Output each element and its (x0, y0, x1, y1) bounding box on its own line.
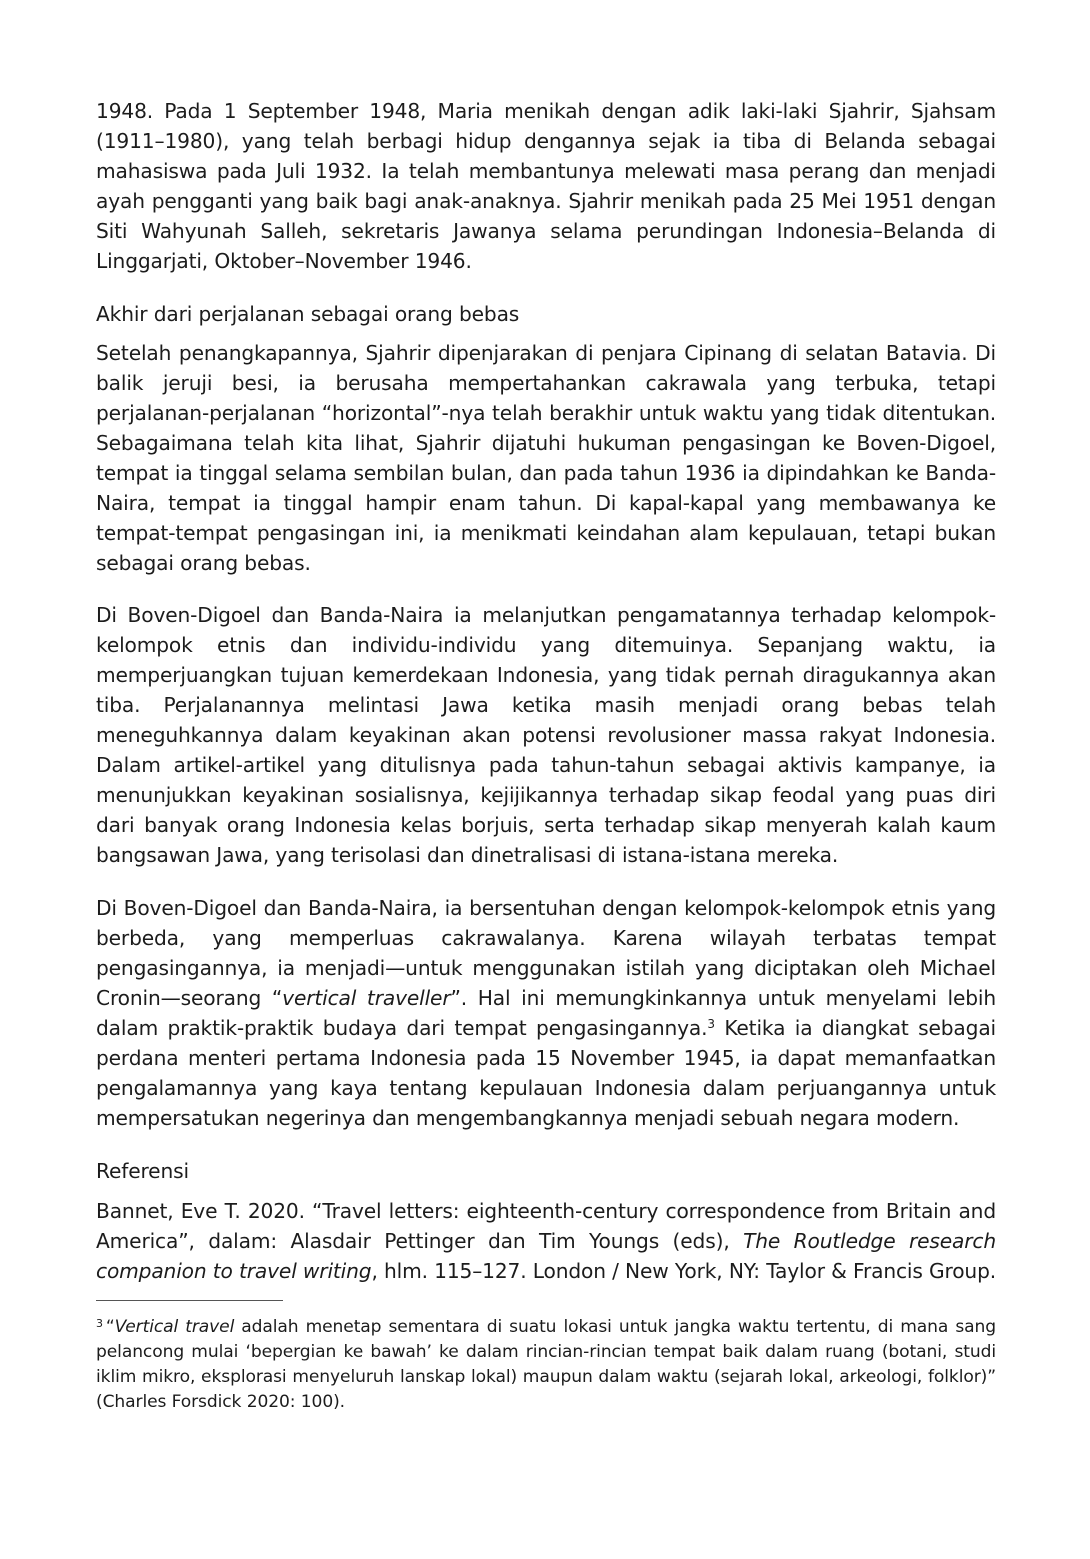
footnote-italic-term: Vertical travel (114, 1317, 235, 1337)
paragraph-marriages: 1948. Pada 1 September 1948, Maria menikah dengan adik laki-laki Sjahrir, Sjahsam (1911–1980), yang telah berbagi hidup dengannya sejak ia tiba di Belanda sebagai mahasiswa pada Juli 1932. Ia telah membantunya melewati masa perang dan menjadi ayah pengganti yang baik bagi anak-anaknya. Sjahrir menikah pada 25 Mei 1951 dengan Siti Wahyunah Salleh, sekretaris Jawanya selama perundingan Indonesia–Belanda di Linggarjati, Oktober–November 1946. (96, 99, 996, 273)
paragraph-text: Ketika ia diangkat sebagai perdana menteri pertama Indonesia pada 15 November 1945, ia dapat memanfaatkan pengalamannya yang kaya tentang kepulauan Indonesia dalam perjuangannya untuk mempersatukan negerinya dan mengembangkannya menjadi sebuah negara modern. (96, 1016, 996, 1130)
footnote-divider (96, 1300, 283, 1301)
paragraph-imprisonment: Setelah penangkapannya, Sjahrir dipenjarakan di penjara Cipinang di selatan Batavia. Di balik jeruji besi, ia berusaha mempertahankan cakrawala yang terbuka, tetapi perjalanan-perjalanan “horizontal”-nya telah berakhir untuk waktu yang tidak ditentukan. Sebagaimana telah kita lihat, Sjahrir dijatuhi hukuman pengasingan ke Boven-Digoel, tempat ia tinggal selama sembilan bulan, dan pada tahun 1936 ia dipindahkan ke Banda-Naira, tempat ia tinggal hampir enam tahun. Di kapal-kapal yang membawanya ke tempat-tempat pengasingan ini, ia menikmati keindahan alam kepulauan, tetapi bukan sebagai orang bebas. (96, 341, 996, 575)
footnote-quote-open: “ (105, 1317, 115, 1337)
section-heading: Akhir dari perjalanan sebagai orang bebas (96, 302, 520, 326)
document-page (96, 96, 996, 1432)
reference-text: , hlm. 115–127. London / New York, NY: Taylor & Francis Group. (371, 1259, 997, 1283)
paragraph-text: ”. Hal ini memungkinkannya untuk menyelami lebih dalam praktik-praktik budaya dari tempat pengasingannya. (96, 986, 996, 1040)
reference-text: Bannet, Eve T. 2020. “Travel letters: eighteenth-century correspondence from Britain and America”, dalam: Alasdair Pettinger dan Tim Youngs (eds), (96, 1199, 996, 1253)
italic-term: vertical traveller (282, 986, 451, 1010)
footnote-text: adalah menetap sementara di suatu lokasi untuk jangka waktu tertentu, di mana sang pelancong mulai ‘bepergian ke bawah’ ke dalam rincian-rincian tempat baik dalam ruang (botani, studi iklim mikro, eksplorasi menyeluruh lanskap lokal) maupun dalam waktu (sejarah lokal, arkeologi, folklor)” (Charles Forsdick 2020: 100). (96, 1317, 996, 1412)
footnote-reference: 3 (707, 1017, 715, 1031)
reference-entry (96, 1196, 996, 1286)
footnote (96, 1315, 996, 1415)
references-heading: Referensi (96, 1159, 189, 1183)
paragraph-observations: Di Boven-Digoel dan Banda-Naira ia melanjutkan pengamatannya terhadap kelompok-kelompok etnis dan individu-individu yang ditemuinya. Sepanjang waktu, ia memperjuangkan tujuan kemerdekaan Indonesia, yang tidak pernah diragukannya akan tiba. Perjalanannya melintasi Jawa ketika masih menjadi orang bebas telah meneguhkannya dalam keyakinan akan potensi revolusioner massa rakyat Indonesia. Dalam artikel-artikel yang ditulisnya pada tahun-tahun sebagai aktivis kampanye, ia menunjukkan keyakinan sosialisnya, kejijikannya terhadap sikap feodal yang puas diri dari banyak orang Indonesia kelas borjuis, serta terhadap sikap menyerah kalah kaum bangsawan Jawa, yang terisolasi dan dinetralisasi di istana-istana mereka. (96, 603, 996, 867)
paragraph-vertical-traveller (96, 893, 996, 1133)
paragraph-text: Di Boven-Digoel dan Banda-Naira, ia bersentuhan dengan kelompok-kelompok etnis yang berbeda, yang memperluas cakrawalanya. Karena wilayah terbatas tempat pengasingannya, ia menjadi—untuk menggunakan istilah yang diciptakan oleh Michael Cronin—seorang “ (96, 896, 996, 1010)
footnote-mark: 3 (96, 1317, 103, 1330)
reference-title: The Routledge research companion to travel writing (96, 1229, 996, 1283)
